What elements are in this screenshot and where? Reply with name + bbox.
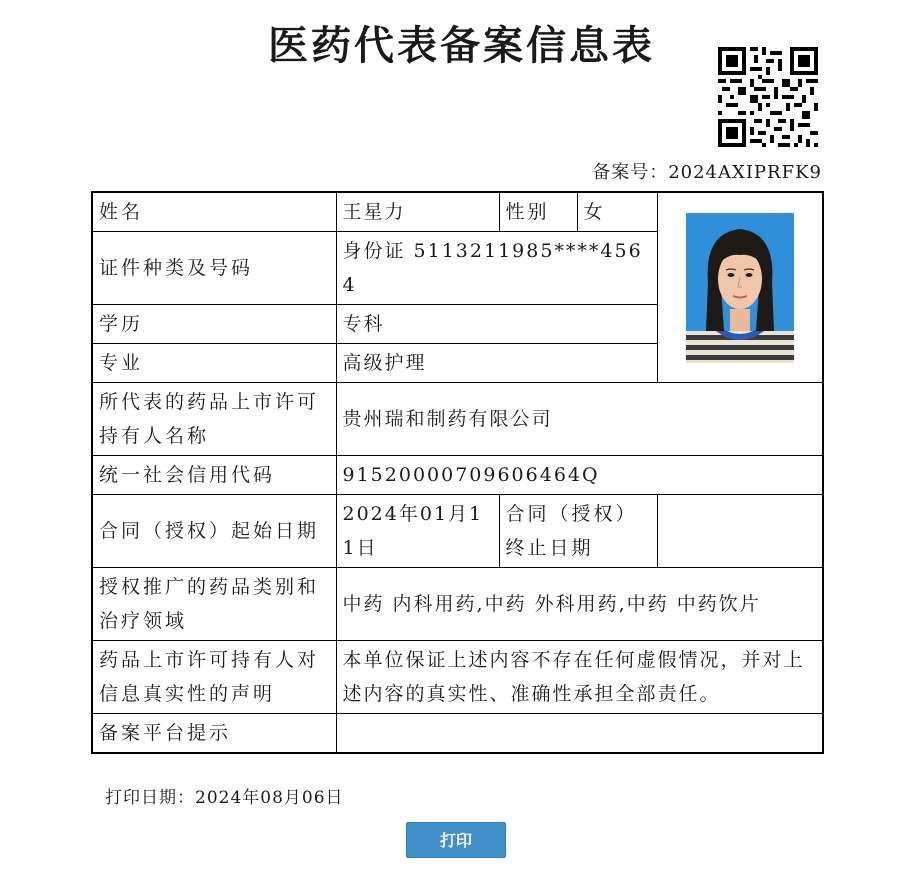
gender-value: 女 xyxy=(577,192,657,232)
print-date-label: 打印日期： xyxy=(105,788,195,808)
drug-category-value: 中药 内科用药,中药 外科用药,中药 中药饮片 xyxy=(336,568,823,641)
education-label: 学历 xyxy=(92,305,336,344)
platform-hint-value xyxy=(336,714,823,754)
photo-cell xyxy=(657,192,823,383)
declaration-label: 药品上市许可持有人对信息真实性的声明 xyxy=(92,641,336,714)
table-row xyxy=(92,192,823,232)
holder-label: 所代表的药品上市许可持有人名称 xyxy=(92,383,336,456)
table-row xyxy=(92,714,823,754)
education-value: 专科 xyxy=(336,305,657,344)
print-date xyxy=(105,785,344,811)
platform-hint-label: 备案平台提示 xyxy=(92,714,336,754)
record-number xyxy=(560,160,822,186)
start-date-value: 2024年01月11日 xyxy=(336,495,499,568)
credit-code-label: 统一社会信用代码 xyxy=(92,456,336,495)
table-row xyxy=(92,383,823,456)
table-row xyxy=(92,456,823,495)
declaration-value: 本单位保证上述内容不存在任何虚假情况，并对上述内容的真实性、准确性承担全部责任。 xyxy=(336,641,823,714)
portrait-photo xyxy=(686,213,794,363)
major-label: 专业 xyxy=(92,344,336,383)
table-row xyxy=(92,641,823,714)
table-row xyxy=(92,495,823,568)
print-date-value: 2024年08月06日 xyxy=(195,788,344,808)
holder-value: 贵州瑞和制药有限公司 xyxy=(336,383,823,456)
end-date-value xyxy=(657,495,823,568)
id-value: 身份证 5113211985****4564 xyxy=(336,232,657,305)
print-button[interactable]: 打印 xyxy=(406,822,506,858)
gender-label: 性别 xyxy=(499,192,577,232)
drug-category-label: 授权推广的药品类别和治疗领域 xyxy=(92,568,336,641)
credit-code-value: 91520000709606464Q xyxy=(336,456,823,495)
table-row xyxy=(92,568,823,641)
major-value: 高级护理 xyxy=(336,344,657,383)
record-number-label: 备案号： xyxy=(592,162,669,183)
name-label: 姓名 xyxy=(92,192,336,232)
name-value: 王星力 xyxy=(336,192,499,232)
page-title: 医药代表备案信息表 xyxy=(268,22,655,69)
end-date-label: 合同（授权）终止日期 xyxy=(499,495,657,568)
info-table xyxy=(91,191,824,754)
id-label: 证件种类及号码 xyxy=(92,232,336,305)
qr-code-icon xyxy=(718,47,818,147)
record-number-value: 2024AXIPRFK9 xyxy=(668,162,822,183)
start-date-label: 合同（授权）起始日期 xyxy=(92,495,336,568)
